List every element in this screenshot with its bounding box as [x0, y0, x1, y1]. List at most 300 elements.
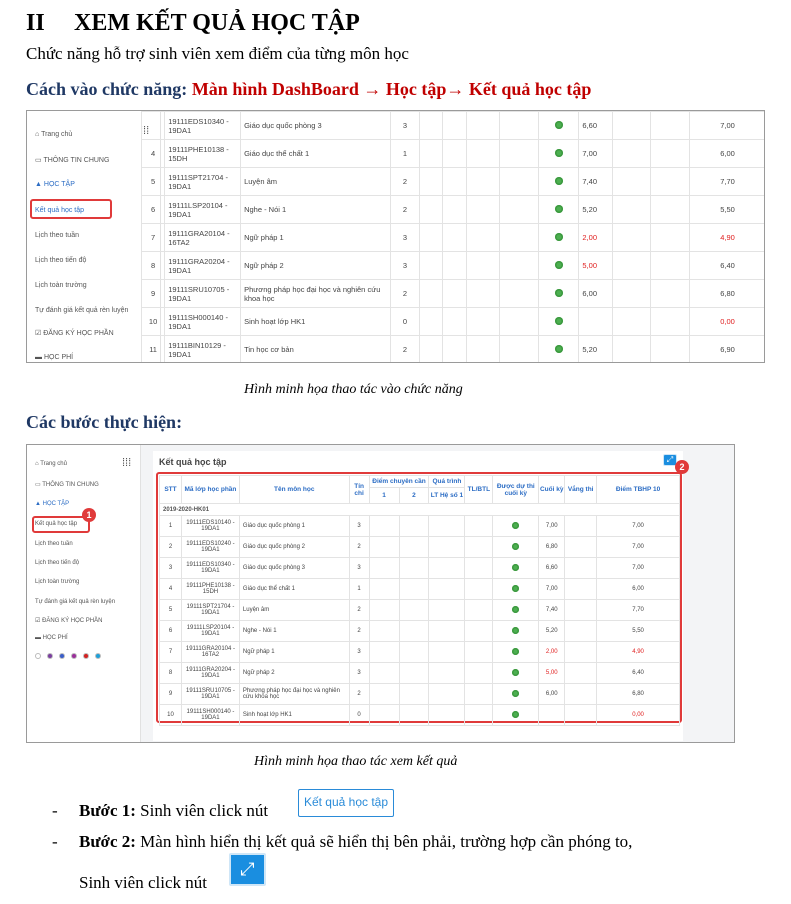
cell-code: 19111LSP20104 - 19DA1: [181, 621, 239, 642]
cell-eligible: [493, 558, 539, 579]
sidebar-item-results[interactable]: Kết quả học tập: [35, 521, 78, 527]
cell-e2: [443, 336, 466, 364]
sidebar-item-general-info[interactable]: ▭ THÔNG TIN CHUNG: [35, 482, 99, 488]
sidebar-item-self-assessment[interactable]: Tự đánh giá kết quả rèn luyện: [35, 599, 116, 605]
cell-e6: [651, 308, 690, 336]
home-icon: ⌂: [35, 461, 39, 467]
cell-mid: 5,00: [579, 252, 613, 280]
check-circle-icon: [555, 289, 563, 297]
cell-name: Ngữ pháp 2: [241, 252, 391, 280]
step-2-cont: Sinh viên click nút: [79, 873, 207, 892]
table-row: [160, 642, 680, 663]
cell-process: [429, 663, 465, 684]
cell-e3: [466, 196, 500, 224]
cell-stt: 8: [142, 252, 165, 280]
cell-gpa: 7,70: [690, 168, 765, 196]
cell-d2: [399, 663, 429, 684]
cell-e4: [500, 112, 539, 140]
cell-e3: [466, 308, 500, 336]
table-row: [160, 558, 680, 579]
home-icon: ⌂: [35, 131, 40, 138]
cell-stt: 9: [160, 684, 182, 705]
cell-process: [429, 579, 465, 600]
cell-d1: [369, 705, 399, 726]
cell-gpa: 7,00: [597, 516, 680, 537]
cell-credits: 0: [349, 705, 369, 726]
cell-credits: 3: [390, 112, 420, 140]
cell-name: Giáo dục thể chất 1: [239, 579, 349, 600]
cell-d1: [369, 663, 399, 684]
check-circle-icon: [555, 121, 563, 129]
cell-stt: 7: [142, 224, 165, 252]
monitor-icon: ▭: [35, 482, 41, 488]
table-row: [160, 537, 680, 558]
cell-d2: [399, 684, 429, 705]
cell-stt: 5: [142, 168, 165, 196]
table-row: [142, 140, 766, 168]
cell-d1: [369, 537, 399, 558]
cell-tl: [465, 558, 493, 579]
sidebar-item-home[interactable]: ⌂ Trang chủ: [35, 131, 73, 138]
cell-e3: [466, 336, 500, 364]
cell-check: [539, 140, 579, 168]
cell-d2: [399, 558, 429, 579]
cell-stt: 10: [160, 705, 182, 726]
results-table-full: [159, 475, 680, 726]
cell-absent: [565, 600, 597, 621]
cell-d1: [369, 558, 399, 579]
cell-e1: [420, 308, 443, 336]
color-swatch[interactable]: [95, 653, 101, 659]
cell-final: 6,60: [539, 558, 565, 579]
screenshot-access: [26, 110, 765, 363]
cell-eligible: [493, 579, 539, 600]
cell-absent: [565, 705, 597, 726]
cell-name: Giáo dục thể chất 1: [241, 140, 391, 168]
cell-d2: [399, 537, 429, 558]
cell-eligible: [493, 705, 539, 726]
cell-credits: 2: [390, 280, 420, 308]
cell-e2: [443, 112, 466, 140]
cell-e6: [651, 224, 690, 252]
results-table: [141, 111, 765, 363]
cell-stt: 8: [160, 663, 182, 684]
table-row: [142, 336, 766, 364]
cell-final: 6,00: [539, 684, 565, 705]
cell-name: Giáo dục quốc phòng 3: [241, 112, 391, 140]
cell-e5: [613, 252, 651, 280]
sidebar-item-weekly-schedule[interactable]: Lịch theo tuần: [35, 232, 79, 239]
cell-e1: [420, 280, 443, 308]
cell-e4: [500, 336, 539, 364]
cell-gpa: 6,00: [690, 140, 765, 168]
cell-e3: [466, 168, 500, 196]
cell-e1: [420, 336, 443, 364]
cell-eligible: [493, 600, 539, 621]
cell-code: 19111SPT21704 - 19DA1: [181, 600, 239, 621]
cell-stt: 3: [160, 558, 182, 579]
col-stt: STT: [160, 476, 182, 504]
cell-e3: [466, 252, 500, 280]
cell-gpa: 6,40: [690, 252, 765, 280]
cell-process: [429, 558, 465, 579]
cell-d1: [369, 516, 399, 537]
cell-gpa: 7,00: [597, 537, 680, 558]
cell-name: Luyện âm: [239, 600, 349, 621]
check-circle-icon: [512, 564, 519, 571]
cell-credits: 2: [390, 168, 420, 196]
cell-d2: [399, 516, 429, 537]
cell-process: [429, 621, 465, 642]
sidebar-item-progress-schedule[interactable]: Lịch theo tiến độ: [35, 560, 80, 566]
cell-absent: [565, 642, 597, 663]
cell-process: [429, 642, 465, 663]
results-button-image[interactable]: Kết quả học tập: [298, 789, 394, 817]
checkbox-icon: ☑: [35, 330, 42, 337]
cell-credits: 2: [349, 621, 369, 642]
sidebar-item-study[interactable]: ▲ HỌC TẬP: [35, 501, 70, 507]
expand-button-image[interactable]: [229, 853, 266, 886]
color-swatch[interactable]: [59, 653, 65, 659]
cell-final: [539, 705, 565, 726]
cell-e6: [651, 168, 690, 196]
cell-name: Nghe - Nói 1: [241, 196, 391, 224]
cell-final: 6,80: [539, 537, 565, 558]
cell-process: [429, 516, 465, 537]
cell-gpa: 4,90: [597, 642, 680, 663]
cell-mid: 2,00: [579, 224, 613, 252]
cell-e5: [613, 280, 651, 308]
cell-e3: [466, 112, 500, 140]
sidebar-item-study[interactable]: ▲ HỌC TẬP: [35, 181, 75, 188]
cell-name: Tin học cơ bản: [241, 336, 391, 364]
cell-credits: 2: [349, 537, 369, 558]
cell-e4: [500, 308, 539, 336]
table-row: [142, 224, 766, 252]
cell-d2: [399, 642, 429, 663]
cell-e6: [651, 280, 690, 308]
table-row: [142, 252, 766, 280]
cell-name: Ngữ pháp 1: [239, 642, 349, 663]
cell-final: 7,00: [539, 516, 565, 537]
cell-e4: [500, 224, 539, 252]
cell-e1: [420, 224, 443, 252]
panel-title: Kết quả học tập: [159, 457, 227, 467]
cell-code: 19111EDS10340 - 19DA1: [165, 112, 241, 140]
cell-final: 7,00: [539, 579, 565, 600]
table-row: [160, 621, 680, 642]
step-1-label: Bước 1:: [79, 801, 136, 820]
cell-d1: [369, 642, 399, 663]
col-name: Tên môn học: [239, 476, 349, 504]
cell-code: 19111BIN10129 - 19DA1: [165, 336, 241, 364]
cell-code: 19111SH000140 - 19DA1: [181, 705, 239, 726]
check-circle-icon: [512, 522, 519, 529]
sidebar-item-general-info[interactable]: ▭ THÔNG TIN CHUNG: [35, 157, 110, 164]
step-badge-2: 2: [675, 460, 689, 474]
cell-code: 19111GRA20104 - 16TA2: [165, 224, 241, 252]
cell-code: 19111SPT21704 - 19DA1: [165, 168, 241, 196]
cell-d1: [369, 684, 399, 705]
col-credits: Tín chỉ: [349, 476, 369, 504]
cell-name: Sinh hoạt lớp HK1: [239, 705, 349, 726]
cell-process: [429, 537, 465, 558]
apps-grid-icon[interactable]: ⁞⁞⁞: [140, 125, 150, 137]
cell-check: [539, 308, 579, 336]
step-badge-1: 1: [82, 508, 96, 522]
sidebar-item-tuition[interactable]: ▬ HỌC PHÍ: [35, 354, 74, 361]
table-row: [142, 308, 766, 336]
sidebar-item-school-schedule[interactable]: Lịch toàn trường: [35, 579, 80, 585]
cell-final: 2,00: [539, 642, 565, 663]
sidebar-item-registration[interactable]: ☑ ĐĂNG KÝ HỌC PHẦN: [35, 330, 114, 337]
cell-tl: [465, 663, 493, 684]
cell-gpa: 0,00: [597, 705, 680, 726]
cell-name: Phương pháp học đại học và nghiên cứu khoa học: [239, 684, 349, 705]
cell-gpa: 6,90: [690, 336, 765, 364]
cell-absent: [565, 558, 597, 579]
col-final: Cuối kỳ: [539, 476, 565, 504]
cell-mid: 6,60: [579, 112, 613, 140]
table-row: [160, 705, 680, 726]
check-circle-icon: [512, 690, 519, 697]
cell-process: [429, 705, 465, 726]
cell-stt: 4: [160, 579, 182, 600]
cell-name: Giáo dục quốc phòng 1: [239, 516, 349, 537]
cell-credits: 2: [390, 336, 420, 364]
cell-code: 19111PHE10138 - 15DH: [181, 579, 239, 600]
cell-absent: [565, 579, 597, 600]
cell-eligible: [493, 642, 539, 663]
cell-eligible: [493, 537, 539, 558]
bullet-dash: -: [52, 832, 58, 851]
check-circle-icon: [512, 543, 519, 550]
cell-gpa: 6,80: [597, 684, 680, 705]
cell-stt: 2: [160, 537, 182, 558]
cell-e2: [443, 140, 466, 168]
access-label: Cách vào chức năng:: [26, 79, 188, 99]
col-gpa: Điểm TBHP 10: [597, 476, 680, 504]
cell-name: Nghe - Nói 1: [239, 621, 349, 642]
cell-absent: [565, 537, 597, 558]
cell-d1: [369, 621, 399, 642]
col-diligence: Điểm chuyên cần: [369, 476, 429, 488]
cell-tl: [465, 600, 493, 621]
cell-e6: [651, 252, 690, 280]
cell-check: [539, 112, 579, 140]
apps-grid-icon[interactable]: ⁞⁞⁞: [122, 457, 132, 469]
cell-code: 19111GRA20204 - 19DA1: [165, 252, 241, 280]
sidebar-item-school-schedule[interactable]: Lịch toàn trường: [35, 282, 87, 289]
cell-e5: [613, 168, 651, 196]
cell-gpa: 0,00: [690, 308, 765, 336]
check-circle-icon: [512, 585, 519, 592]
cell-d2: [399, 705, 429, 726]
highlight-box: [30, 199, 112, 219]
money-icon: ▬: [35, 635, 41, 641]
cell-name: Giáo dục quốc phòng 2: [239, 537, 349, 558]
cell-check: [539, 224, 579, 252]
cell-final: 7,40: [539, 600, 565, 621]
sidebar-item-home[interactable]: ⌂ Trang chủ: [35, 461, 67, 467]
cell-tl: [465, 537, 493, 558]
cell-e4: [500, 252, 539, 280]
cell-credits: 3: [349, 516, 369, 537]
cell-credits: 3: [349, 558, 369, 579]
cell-name: Ngữ pháp 1: [241, 224, 391, 252]
cell-code: 19111SRU10705 - 19DA1: [165, 280, 241, 308]
cell-tl: [465, 579, 493, 600]
cell-e2: [443, 308, 466, 336]
cell-tl: [465, 705, 493, 726]
section-intro: Chức năng hỗ trợ sinh viên xem điểm của từng môn học: [26, 44, 409, 63]
cell-e6: [651, 336, 690, 364]
sidebar-item-registration[interactable]: ☑ ĐĂNG KÝ HỌC PHẦN: [35, 618, 103, 624]
cell-name: Luyện âm: [241, 168, 391, 196]
table-row: [142, 196, 766, 224]
cell-process: [429, 600, 465, 621]
cell-e6: [651, 112, 690, 140]
cell-absent: [565, 516, 597, 537]
cell-mid: 5,20: [579, 196, 613, 224]
cell-name: Ngữ pháp 2: [239, 663, 349, 684]
col-eligible: Được dự thi cuối kỳ: [493, 476, 539, 504]
sidebar-item-results[interactable]: Kết quả học tập: [35, 207, 85, 214]
theme-swatches: [35, 653, 107, 661]
cell-credits: 2: [390, 196, 420, 224]
table-row: [142, 112, 766, 140]
check-circle-icon: [555, 233, 563, 241]
color-swatch[interactable]: [83, 653, 89, 659]
table-row: [142, 168, 766, 196]
cell-gpa: 7,00: [690, 112, 765, 140]
cell-absent: [565, 663, 597, 684]
check-circle-icon: [555, 177, 563, 185]
section-title: XEM KẾT QUẢ HỌC TẬP: [74, 10, 360, 36]
term-row: 2019-2020-HK01: [160, 504, 680, 516]
color-swatch[interactable]: [71, 653, 77, 659]
cell-e1: [420, 252, 443, 280]
cell-credits: 3: [349, 642, 369, 663]
cell-stt: 10: [142, 308, 165, 336]
cell-mid: 7,40: [579, 168, 613, 196]
cell-code: 19111EDS10140 - 19DA1: [181, 516, 239, 537]
cell-credits: 3: [390, 252, 420, 280]
col-tl: TL/BTL: [465, 476, 493, 504]
col-process: Quá trình: [429, 476, 465, 488]
cell-stt: 9: [142, 280, 165, 308]
cell-gpa: 5,50: [690, 196, 765, 224]
cell-code: 19111SRU10705 - 19DA1: [181, 684, 239, 705]
cell-code: 19111GRA20104 - 16TA2: [181, 642, 239, 663]
col-code: Mã lớp học phần: [181, 476, 239, 504]
table-row: [160, 516, 680, 537]
cell-e1: [420, 168, 443, 196]
cell-code: 19111GRA20204 - 19DA1: [181, 663, 239, 684]
step-2-label: Bước 2:: [79, 832, 136, 851]
sidebar-item-progress-schedule[interactable]: Lịch theo tiến độ: [35, 257, 87, 264]
monitor-icon: ▭: [35, 157, 42, 164]
col-absent: Vắng thi: [565, 476, 597, 504]
cell-gpa: 6,40: [597, 663, 680, 684]
cell-check: [539, 168, 579, 196]
cell-code: 19111LSP20104 - 19DA1: [165, 196, 241, 224]
step-1-text: Sinh viên click nút: [135, 801, 269, 820]
section-number: II: [26, 10, 45, 36]
cell-e4: [500, 280, 539, 308]
cell-credits: 1: [390, 140, 420, 168]
cell-tl: [465, 642, 493, 663]
check-circle-icon: [512, 648, 519, 655]
cell-eligible: [493, 516, 539, 537]
cell-e1: [420, 196, 443, 224]
cell-name: Phương pháp học đại học và nghiên cứu khoa học: [241, 280, 391, 308]
table-row: [160, 600, 680, 621]
check-circle-icon: [555, 261, 563, 269]
check-circle-icon: [512, 711, 519, 718]
sidebar-item-weekly-schedule[interactable]: Lịch theo tuần: [35, 541, 73, 547]
cell-e2: [443, 252, 466, 280]
cell-e4: [500, 140, 539, 168]
cell-e1: [420, 112, 443, 140]
cell-stt: 1: [160, 516, 182, 537]
cell-e3: [466, 224, 500, 252]
expand-icon: ⤢: [666, 455, 674, 464]
cell-process: [429, 684, 465, 705]
check-circle-icon: [555, 345, 563, 353]
cell-mid: 7,00: [579, 140, 613, 168]
caption-results: Hình minh họa thao tác xem kết quả: [254, 754, 458, 769]
screenshot-results: [26, 444, 735, 743]
cell-e5: [613, 112, 651, 140]
col-d1: 1: [369, 488, 399, 504]
table-row: [142, 280, 766, 308]
cell-credits: 2: [349, 600, 369, 621]
cell-e6: [651, 196, 690, 224]
graduation-cap-icon: ▲: [35, 181, 42, 188]
cell-final: 5,00: [539, 663, 565, 684]
access-path: Màn hình DashBoard → Học tập→ Kết quả học tập: [187, 79, 592, 99]
color-swatch[interactable]: [35, 653, 41, 659]
money-icon: ▬: [35, 354, 42, 361]
cell-gpa: 7,00: [597, 558, 680, 579]
cell-e2: [443, 196, 466, 224]
cell-credits: 3: [349, 663, 369, 684]
cell-e5: [613, 196, 651, 224]
col-process-sub: LT Hệ số 1: [429, 488, 465, 504]
cell-stt: [142, 112, 165, 140]
cell-gpa: 6,80: [690, 280, 765, 308]
cell-gpa: 7,70: [597, 600, 680, 621]
cell-stt: 4: [142, 140, 165, 168]
cell-code: 19111EDS10340 - 19DA1: [181, 558, 239, 579]
sidebar-item-self-assessment[interactable]: Tự đánh giá kết quả rèn luyện: [35, 307, 129, 314]
graduation-cap-icon: ▲: [35, 501, 41, 507]
check-circle-icon: [555, 317, 563, 325]
cell-tl: [465, 621, 493, 642]
highlight-box-1: [32, 516, 90, 533]
cell-e6: [651, 140, 690, 168]
cell-eligible: [493, 684, 539, 705]
cell-credits: 3: [390, 224, 420, 252]
color-swatch[interactable]: [47, 653, 53, 659]
cell-e4: [500, 196, 539, 224]
cell-final: 5,20: [539, 621, 565, 642]
cell-e2: [443, 168, 466, 196]
sidebar-item-tuition[interactable]: ▬ HỌC PHÍ: [35, 635, 68, 641]
cell-e5: [613, 308, 651, 336]
section-heading: [26, 10, 360, 37]
